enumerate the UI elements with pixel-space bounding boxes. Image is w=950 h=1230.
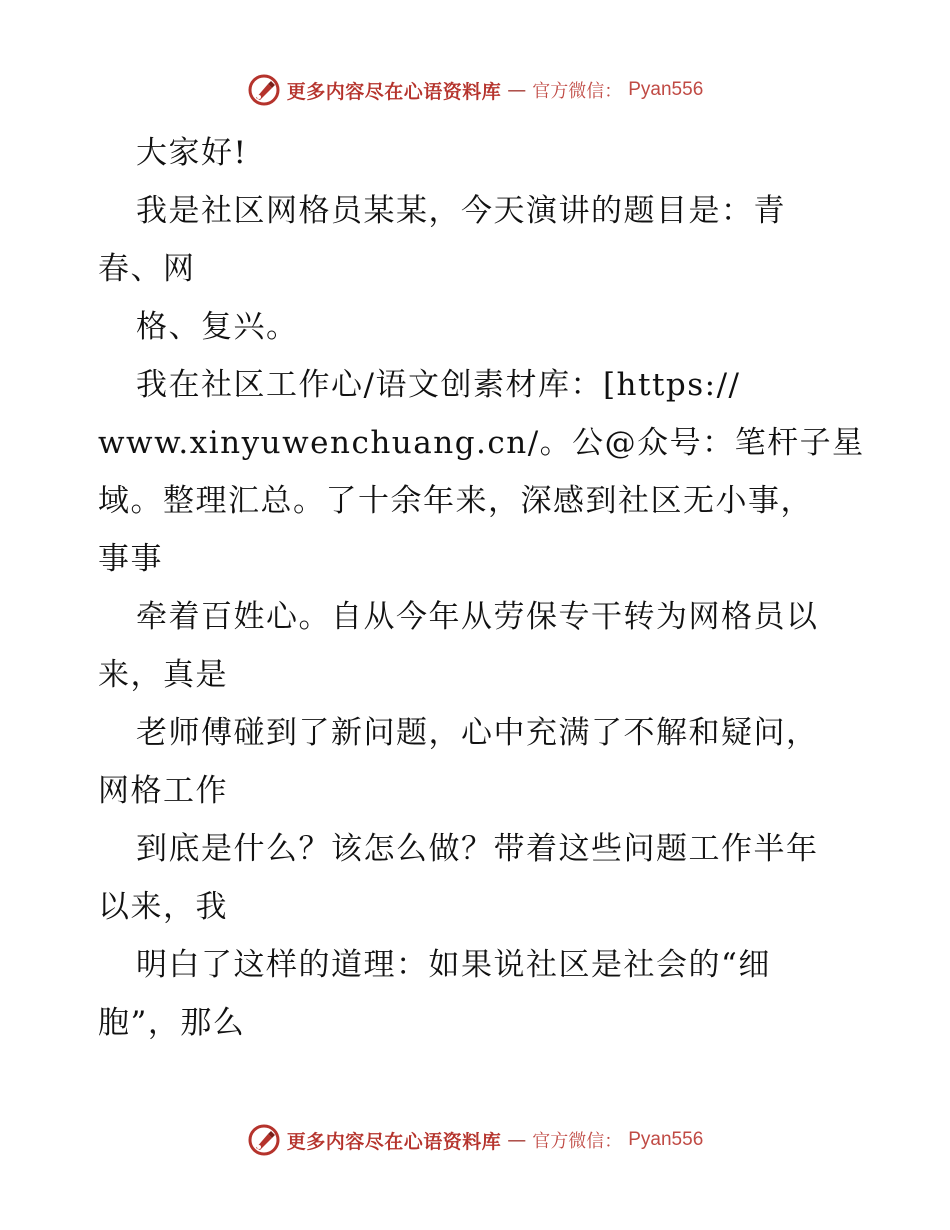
text-line: 我在社区工作心/语文创素材库：[https:// [136, 367, 741, 403]
banner-separator: — [507, 79, 527, 101]
banner-wechat-id: Pyan556 [628, 79, 704, 100]
text-line: 明白了这样的道理：如果说社区是社会的“细 [136, 947, 771, 983]
text-line: www.xinyuwenchuang.cn/。公@众号：笔杆子星 [98, 425, 865, 461]
document-body [98, 124, 868, 1052]
pen-logo-icon [247, 1123, 281, 1157]
banner-separator: — [507, 1129, 527, 1151]
text-line: 我是社区网格员某某，今天演讲的题目是：青 [136, 193, 786, 229]
text-line: 春、网 [98, 251, 196, 287]
text-line: 老师傅碰到了新问题，心中充满了不解和疑问， [136, 715, 819, 751]
text-line: 以来，我 [98, 889, 228, 925]
banner-title: 更多内容尽在心语资料库 [286, 1130, 502, 1153]
text-line: 域。整理汇总。了十余年来，深感到社区无小事， [98, 483, 813, 519]
text-line: 网格工作 [98, 773, 228, 809]
banner-title: 更多内容尽在心语资料库 [286, 80, 502, 103]
text-line: 来，真是 [98, 657, 228, 693]
text-line: 到底是什么？该怎么做？带着这些问题工作半年 [136, 831, 819, 867]
footer-banner [0, 1120, 950, 1160]
banner-wechat-id: Pyan556 [628, 1129, 704, 1150]
pen-logo-icon [247, 73, 281, 107]
text-line: 牵着百姓心。自从今年从劳保专干转为网格员以 [136, 599, 819, 635]
text-line: 大家好! [136, 135, 248, 171]
banner-wechat-label: 官方微信： [532, 1131, 623, 1152]
text-line: 格、复兴。 [136, 309, 299, 345]
text-line: 事事 [98, 541, 163, 577]
text-line: 胞”，那么 [98, 1005, 246, 1041]
banner-wechat-label: 官方微信： [532, 81, 623, 102]
header-banner [0, 70, 950, 110]
